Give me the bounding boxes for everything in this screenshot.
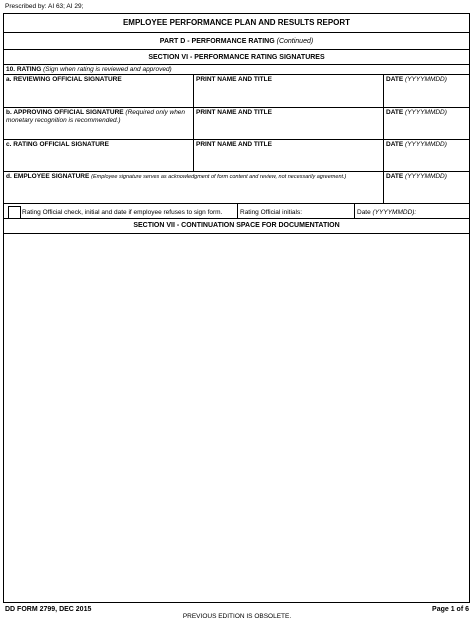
form-frame (3, 13, 470, 603)
rating-note: (Sign when rating is reviewed and approved) (43, 66, 172, 73)
row-a-print-label: PRINT NAME AND TITLE (196, 76, 272, 83)
row-a-date-format: (YYYYMMDD) (405, 76, 447, 83)
row-b-note: (Required only when monetary recognition is recommended.) (6, 109, 186, 124)
divider (4, 171, 469, 172)
divider (4, 107, 469, 108)
column-divider (354, 203, 355, 218)
divider (4, 64, 469, 65)
employee-date-field[interactable] (386, 173, 447, 181)
section7-title: SECTION VII - CONTINUATION SPACE FOR DOCUMENTATION (133, 222, 340, 229)
approving-signature-field[interactable] (6, 109, 191, 124)
employee-label: d. EMPLOYEE SIGNATURE (6, 173, 90, 180)
row-a-label: a. REVIEWING OFFICIAL SIGNATURE (6, 76, 122, 83)
rating-heading (6, 66, 172, 74)
divider (4, 32, 469, 33)
initials-label: Rating Official initials: (240, 209, 303, 216)
edition-note: PREVIOUS EDITION IS OBSOLETE. (182, 613, 292, 620)
row-b-label: b. APPROVING OFFICIAL SIGNATURE (6, 109, 124, 116)
row-c-date-format: (YYYYMMDD) (405, 141, 447, 148)
row-c-print-label: PRINT NAME AND TITLE (196, 141, 272, 148)
employee-note: (Employee signature serves as acknowledgment of form content and review, not necessarily agreement.) (91, 174, 347, 180)
column-divider (237, 203, 238, 218)
rating-official-signature-field[interactable] (6, 141, 191, 149)
reviewing-print-name-field[interactable] (196, 76, 272, 84)
employee-date-format: (YYYYMMDD) (405, 173, 447, 180)
divider (4, 74, 469, 75)
row-a-date-label: DATE (386, 76, 404, 83)
page-number: Page 1 of 6 (432, 606, 469, 613)
prescribed-by: Prescribed by: AI 63; AI 29; (5, 3, 84, 10)
form-id: DD FORM 2799, DEC 2015 (5, 606, 92, 613)
reviewing-date-field[interactable] (386, 76, 447, 84)
part-title (4, 38, 469, 45)
employee-signature-field[interactable] (6, 173, 381, 182)
refusal-date-label: Date (357, 209, 371, 216)
refusal-date-format: (YYYYMMDD): (372, 209, 417, 216)
column-divider (193, 74, 194, 171)
rating-official-initials-field[interactable] (240, 209, 352, 217)
divider (4, 139, 469, 140)
section6-title: SECTION VI - PERFORMANCE RATING SIGNATURES (148, 54, 325, 61)
reviewing-signature-field[interactable] (6, 76, 191, 84)
part-suffix: (Continued) (276, 38, 314, 45)
approving-date-field[interactable] (386, 109, 447, 117)
row-b-print-label: PRINT NAME AND TITLE (196, 109, 272, 116)
row-b-date-label: DATE (386, 109, 404, 116)
row-b-date-format: (YYYYMMDD) (405, 109, 447, 116)
refusal-date-field[interactable] (357, 209, 467, 217)
form-title: EMPLOYEE PERFORMANCE PLAN AND RESULTS REPORT (122, 18, 351, 27)
continuation-textarea[interactable] (4, 234, 469, 602)
divider (4, 49, 469, 50)
row-c-label: c. RATING OFFICIAL SIGNATURE (6, 141, 109, 148)
rating-official-date-field[interactable] (386, 141, 447, 149)
divider (4, 218, 469, 219)
column-divider (383, 74, 384, 203)
refusal-check-text: Rating Official check, initial and date if employee refuses to sign form. (22, 209, 223, 216)
part-label: PART D - PERFORMANCE RATING (159, 38, 275, 45)
employee-date-label: DATE (386, 173, 404, 180)
rating-official-print-name-field[interactable] (196, 141, 272, 149)
approving-print-name-field[interactable] (196, 109, 272, 117)
row-c-date-label: DATE (386, 141, 404, 148)
rating-label: 10. RATING (6, 66, 42, 73)
